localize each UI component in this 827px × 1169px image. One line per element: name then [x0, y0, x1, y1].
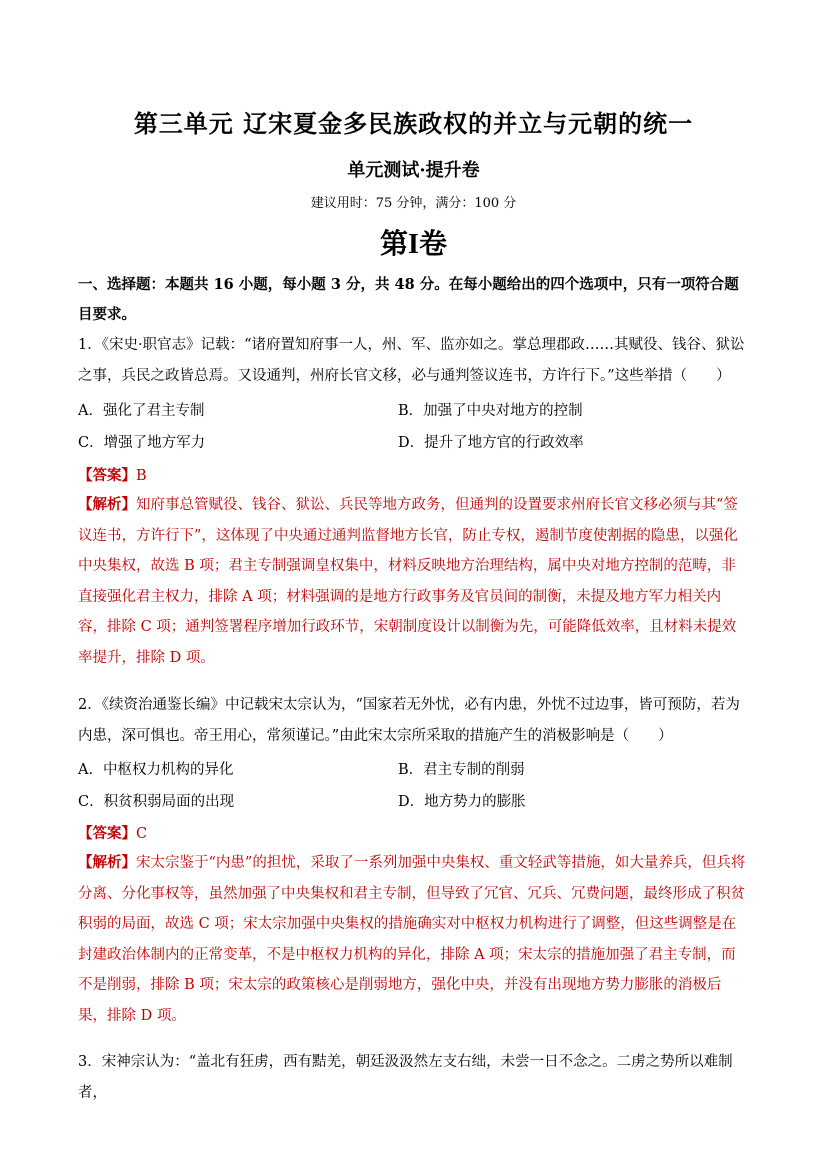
- option-a: A．中枢权力机构的异化: [78, 762, 234, 778]
- question-1-analysis: [78, 490, 750, 673]
- option-d: D．地方势力的膨胀: [398, 794, 526, 810]
- option-b: B．君主专制的削弱: [398, 762, 525, 778]
- analysis-text: 知府事总管赋役、钱谷、狱讼、兵民等地方政务，但通判的设置要求州府长官文移必须与其“签议连书，方许行下”，这体现了中央通过通判监督地方长官，防止专权，遏制节度使割据的隐患，以强化中央集权，故选 B 项；君主专制强调皇权集中，材料反映地方治理结构，属中央对地方控制的范畴，非直接强化君主权力，排除 A 项；材料强调的是地方行政事务及官员间的制衡，未提及地方军力相关内容，排除 C 项；通判签署程序增加行政环节，宋朝制度设计以制衡为先，可能降低效率，且材料未提效率提升，排除 D 项。: [78, 497, 738, 666]
- option-b: B．加强了中央对地方的控制: [398, 403, 583, 419]
- option-c: C．积贫积弱局面的出现: [78, 794, 235, 810]
- section-heading: 第I卷: [380, 229, 447, 260]
- option-d: D．提升了地方官的行政效率: [398, 435, 584, 451]
- answer-tag: 【答案】: [78, 467, 136, 484]
- question-2-analysis: [78, 848, 750, 1031]
- answer-value: B: [136, 468, 147, 484]
- analysis-tag: 【解析】: [78, 496, 136, 513]
- question-3-stem: 3．宋神宗认为：“盖北有狂虏，西有黠羌，朝廷汲汲然左支右绌，未尝一日不念之。二虏之势所以难制者，: [78, 1054, 733, 1101]
- answer-tag: 【答案】: [78, 825, 136, 842]
- question-1-stem: 1．《宋史·职官志》记载：“诸府置知府事一人，州、军、监亦如之。掌总理郡政……其赋役、钱谷、狱讼之事，兵民之政皆总焉。又设通判，州府长官文移，必与通判签议连书，方许行下。”这些举措（ ）: [78, 337, 745, 384]
- answer-value: C: [136, 826, 148, 842]
- question-1-answer: [78, 464, 147, 485]
- exam-timing: 建议用时：75 分钟，满分：100 分: [310, 196, 517, 211]
- analysis-text: 宋太宗鉴于“内患”的担忧，采取了一系列加强中央集权、重文轻武等措施，如大量养兵，但兵将分离、分化事权等，虽然加强了中央集权和君主专制，但导致了冗官、冗兵、冗费问题，最终形成了积贫积弱的局面，故选 C 项；宋太宗加强中央集权的措施确实对中枢权力机构进行了调整，但这些调整是在封建政治体制内的正常变革，不是中枢权力机构的异化，排除 A 项；宋太宗的措施加强了君主专制，而不是削弱，排除 B 项；宋太宗的政策核心是削弱地方，强化中央，并没有出现地方势力膨胀的消极后果，排除 D 项。: [78, 855, 746, 1024]
- option-c: C．增强了地方军力: [78, 435, 206, 451]
- option-a: A．强化了君主专制: [78, 403, 205, 419]
- page-subtitle: 单元测试·提升卷: [347, 160, 480, 181]
- page-title: 第三单元 辽宋夏金多民族政权的并立与元朝的统一: [133, 109, 694, 138]
- question-2-answer: [78, 822, 147, 843]
- analysis-tag: 【解析】: [78, 854, 136, 871]
- instructions: 一、选择题：本题共 16 小题，每小题 3 分，共 48 分。在每小题给出的四个选项中，只有一项符合题目要求。: [78, 276, 739, 323]
- question-2-stem: 2．《续资治通鉴长编》中记载宋太宗认为，“国家若无外忧，必有内患，外忧不过边事，皆可预防，若为内患，深可惧也。帝王用心，常须谨记。”由此宋太宗所采取的措施产生的消极影响是（ ）: [78, 697, 740, 744]
